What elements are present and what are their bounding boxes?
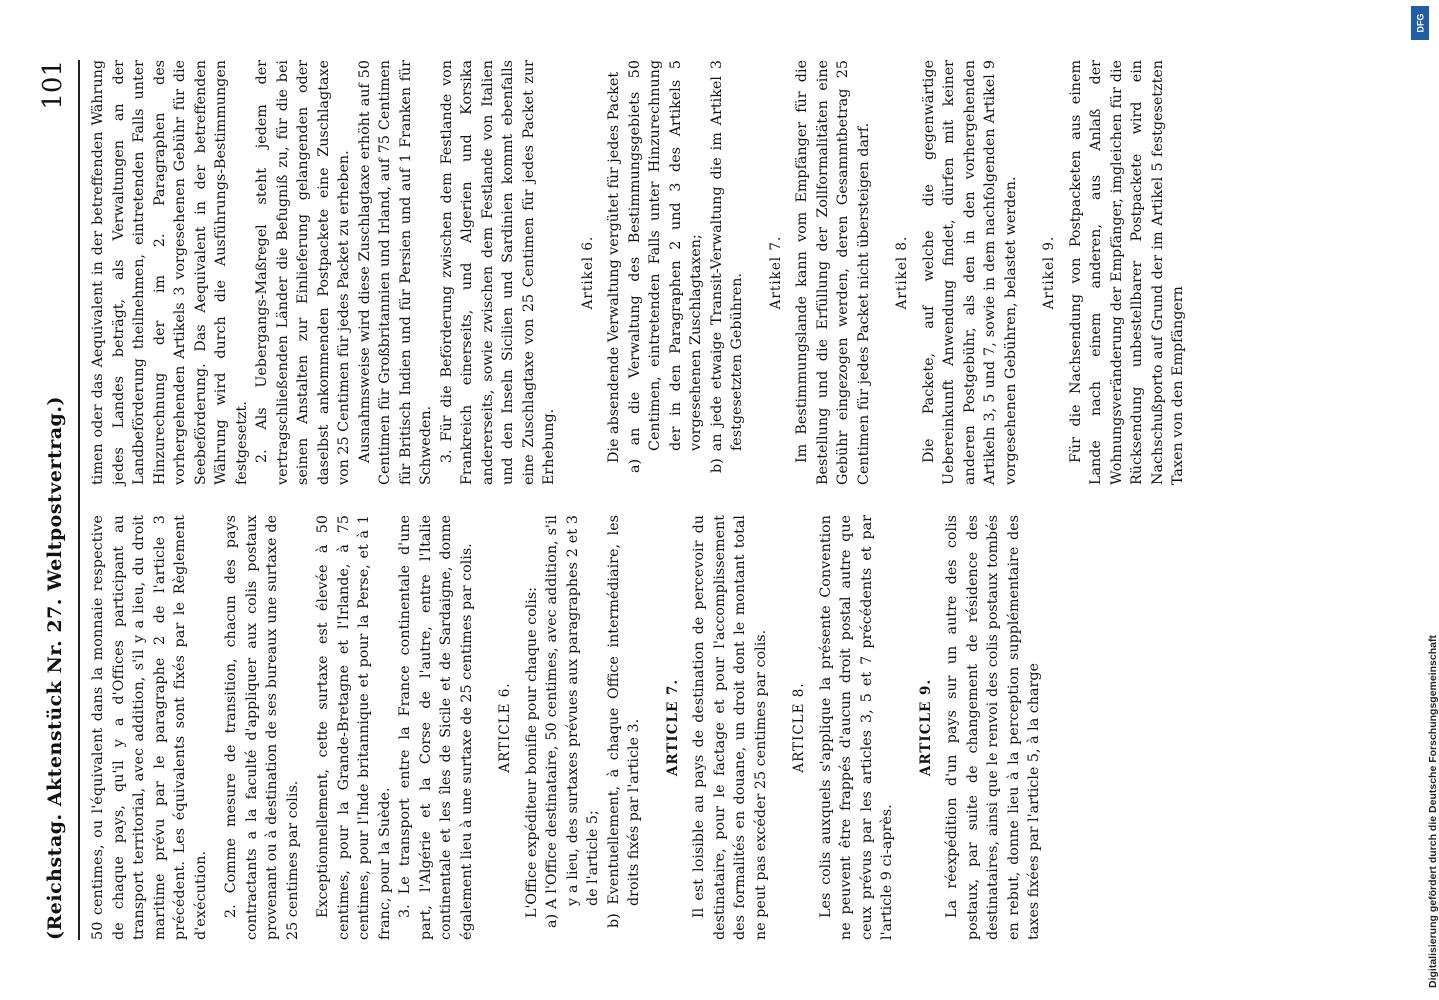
de-paragraph-3: Ausnahmsweise wird diese Zuschlagtaxe erhöht auf 50 Centimen für Großbritannien und Irland, auf 75 Centimen für Britisch Indien und für Persien und auf 1 Franken für Schweden. bbox=[356, 60, 434, 485]
page-header bbox=[38, 60, 80, 940]
fr-article-6-intro: L'Office expéditeur bonifie pour chaque colis: bbox=[523, 587, 540, 918]
fr-article-7-text: Il est loisible au pays de destination de percevoir du destinataire, pour le factage et pour l'accomplissement des formalités en douane, un droit dont le montant total ne peut pas excéder 25 centimes par colis. bbox=[691, 515, 769, 940]
fr-paragraph-2: 2. Comme mesure de transition, chacun des pays contractants a la faculté d'appliquer aux colis postaux provenant ou à destination de ses bureaux une surtaxe de 25 centimes par colis. bbox=[223, 515, 301, 940]
fr-article-8-text: Les colis auxquels s'applique la présente Convention ne peuvent être frappés d'aucun droit postal autre que ceux prévus par les articles 3, 5 et 7 précédents et par l'article 9 ci-après. bbox=[817, 515, 895, 940]
fr-paragraph-1: 50 centimes, ou l'équivalent dans la monnaie respective de chaque pays, qu'il y a d'Offices participant au transport territorial, avec addition, s'il y a lieu, du droit maritime prévu par le paragraphe 2 de l'article 3 précédent. Les équivalents sont fixés par le Règlement d'exécution. bbox=[90, 515, 209, 940]
fr-article-9-text: La réexpédition d'un pays sur un autre des colis postaux, par suite de changement de résidence des destinataires, ainsi que le renvoi des colis postaux tombés en rebut, donne lieu à la perception supplémentaire des taxes fixées par l'article 5, à la charge bbox=[944, 515, 1042, 940]
fr-paragraph-4: 3. Le transport entre la France continentale d'une part, l'Algérie et la Corse de l'autre, entre l'Italie continentale et les îles de Sicile et de Sardaigne, donne également lieu à une surtaxe de 25 centimes par colis. bbox=[397, 515, 475, 940]
de-article-6-item-b: b) an jede etwaige Transit-Verwaltung die im Artikel 3 festgesetzten Gebühren. bbox=[708, 60, 745, 473]
de-article-6-intro: Die absendende Verwaltung vergütet für jedes Packet bbox=[606, 71, 622, 463]
de-article-8-title: Artikel 8. bbox=[894, 235, 910, 310]
german-column bbox=[88, 60, 1189, 485]
de-paragraph-4: 3. Für die Beförderung zwischen dem Festlande von Frankreich einerseits, und Algerien und Korsika andererseits, sowie zwischen dem Festlande von Italien und den Inseln Sicilien und Sardinien kommt ebenfalls eine Zuschlagtaxe von 25 Centimen für jedes Packet zur Erhebung. bbox=[438, 60, 557, 485]
dfg-logo-text: DFG bbox=[1415, 13, 1425, 33]
french-column bbox=[88, 515, 1045, 940]
de-article-8-text: Die Packete, auf welche die gegenwärtige Uebereinkunft Anwendung findet, dürfen mit keiner anderen Postgebühr, als den in den vorhergehenden Artikeln 3, 5 und 7, sowie in dem nachfolgenden Artikel 9 vorgesehenen Gebühren, belastet werden. bbox=[920, 60, 1019, 485]
fr-article-6-item-a: a) A l'Office destinataire, 50 centimes, avec addition, s'il y a lieu, des surtaxes prévues aux paragraphes 2 et 3 de l'article 5; bbox=[544, 515, 601, 928]
digitization-credit-text: Digitalisierung gefördert durch die Deutsche Forschungsgemeinschaft bbox=[1427, 635, 1439, 988]
de-article-7-title: Artikel 7. bbox=[767, 235, 784, 310]
page-number: 101 bbox=[38, 60, 68, 110]
running-title: (Reichstag. Aktenstück Nr. 27. Weltpostvertrag.) bbox=[44, 396, 66, 940]
de-paragraph-2: 2. Als Uebergangs-Maßregel steht jedem der vertragschließenden Länder die Befugniß zu, für die bei seinen Anstalten zur Einlieferung gelangenden oder daselbst ankommenden Postpackete eine Zuschlagtaxe von 25 Centimen für jedes Packet zu erheben. bbox=[254, 60, 352, 485]
de-article-7-text: Im Bestimmungslande kann vom Empfänger für die Bestellung und die Erfüllung der Zollformalitäten eine Gebühr eingezogen werden, deren Gesammtbetrag 25 Centimen für jedes Packet nicht übersteigen darf. bbox=[794, 60, 872, 485]
fr-article-7-title: ARTICLE 7. bbox=[664, 678, 681, 777]
fr-paragraph-3: Exceptionnellement, cette surtaxe est élevée à 50 centimes, pour la Grande-Bretagne et l'Irlande, à 75 centimes, pour l'Inde britannique et pour la Perse, et à 1 franc, pour la Suède. bbox=[315, 515, 393, 940]
fr-article-6-title: ARTICLE 6. bbox=[497, 682, 513, 773]
de-paragraph-1: timen oder das Aequivalent in der betreffenden Währung jedes Landes beträgt, als Verwaltungen an der Landbeförderung theilnehmen, eintretenden Falls unter Hinzurechnung der im 2. Paragraphen des vorhergehenden Artikels 3 vorgesehenen Gebühr für die Seebeförderung. Das Aequivalent in der betreffenden Währung wird durch die Ausführungs-Bestimmungen festgesetzt. bbox=[90, 60, 250, 485]
fr-article-6-item-b: b) Eventuellement, à chaque Office intermédiaire, les droits fixés par l'article 3. bbox=[605, 515, 642, 928]
de-article-9-title: Artikel 9. bbox=[1041, 235, 1057, 310]
de-article-9-text: Für die Nachsendung von Postpacketen aus einem Lande nach einem anderen, aus Anlaß der Wohnungsveränderung der Empfänger, imgleichen für die Rücksendung unbestellbarer Postpackete wird ein Nachschußporto auf Grund der im Artikel 5 festgesetzten Taxen von den Empfängern bbox=[1067, 60, 1186, 485]
de-article-6-title: Artikel 6. bbox=[579, 235, 596, 310]
dfg-logo bbox=[1411, 6, 1429, 40]
de-article-6-item-a: a) an die Verwaltung des Bestimmungsgebiets 50 Centimen, eintretenden Falls unter Hinzurechnung der in den Paragraphen 2 und 3 des Artikels 5 vorgesehenen Zuschlagtaxen; bbox=[626, 60, 704, 473]
fr-article-8-title: ARTICLE 8. bbox=[791, 682, 807, 773]
scanned-page bbox=[20, 20, 1390, 980]
fr-article-9-title: ARTICLE 9. bbox=[917, 678, 934, 777]
digitization-credit bbox=[1405, 8, 1439, 992]
